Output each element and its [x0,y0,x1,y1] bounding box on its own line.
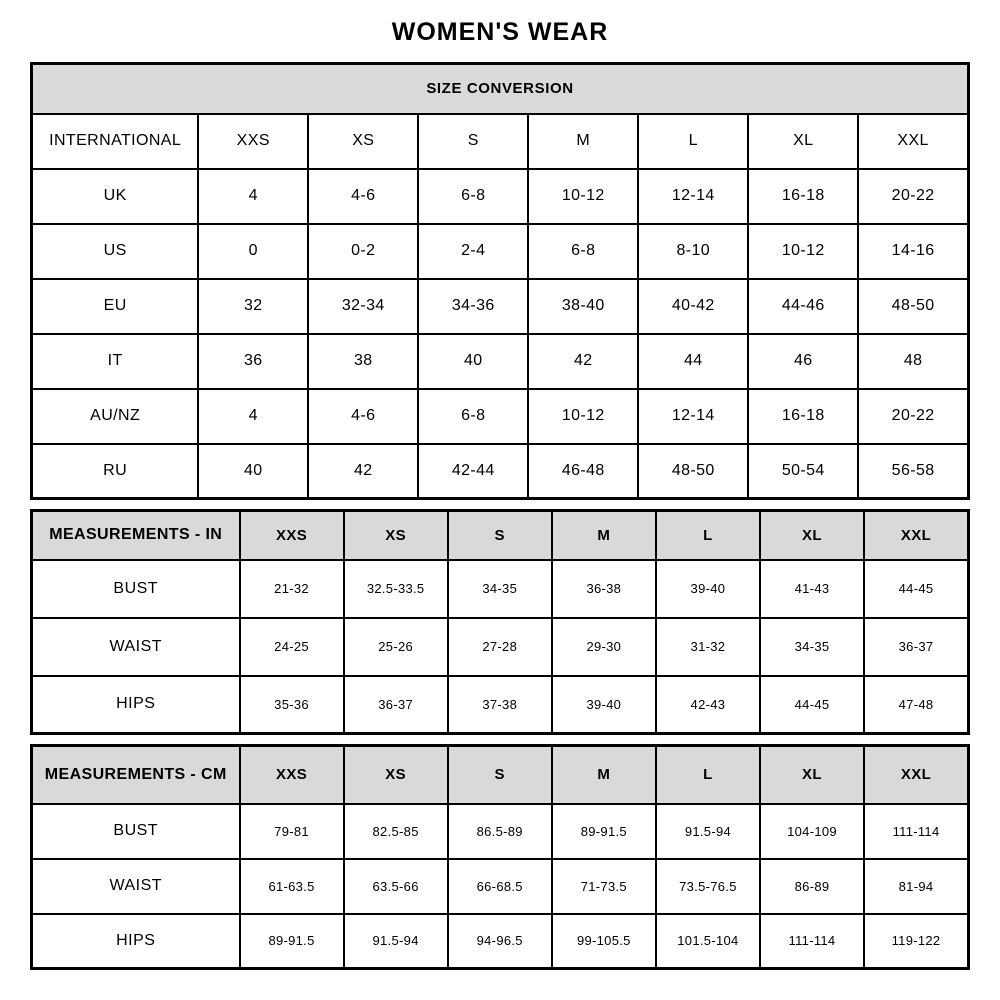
table-banner-row [32,64,969,114]
measurement-value-cell: 73.5-76.5 [656,859,760,914]
size-value-cell: 4 [198,169,308,224]
column-header-l: L [656,746,760,804]
measurement-value-cell: 44-45 [760,676,864,734]
table-row-us [32,224,969,279]
measurement-value-cell: 21-32 [240,560,344,618]
size-value-cell: 16-18 [748,389,858,444]
size-value-cell: 48 [858,334,968,389]
measurement-label: HIPS [32,676,240,734]
table-row-eu [32,279,969,334]
table-row-waist [32,859,969,914]
size-value-cell: 0 [198,224,308,279]
size-value-cell: 10-12 [528,169,638,224]
column-header-xl: XL [748,114,858,169]
size-value-cell: 38 [308,334,418,389]
size-value-cell: 10-12 [748,224,858,279]
measurement-value-cell: 91.5-94 [344,914,448,969]
size-value-cell: 48-50 [638,444,748,499]
size-value-cell: 6-8 [528,224,638,279]
region-label: IT [32,334,199,389]
size-value-cell: 44-46 [748,279,858,334]
region-label: UK [32,169,199,224]
measurements-cm-table [30,744,970,970]
size-conversion-table [30,62,970,500]
measurement-label: BUST [32,804,240,859]
measurement-value-cell: 37-38 [448,676,552,734]
measurement-value-cell: 27-28 [448,618,552,676]
column-header-s: S [448,511,552,560]
size-value-cell: 44 [638,334,748,389]
size-value-cell: 42-44 [418,444,528,499]
measurement-value-cell: 25-26 [344,618,448,676]
table-row-bust [32,804,969,859]
size-value-cell: 56-58 [858,444,968,499]
measurement-value-cell: 29-30 [552,618,656,676]
region-label: AU/NZ [32,389,199,444]
table-row-ru [32,444,969,499]
measurement-value-cell: 104-109 [760,804,864,859]
measurement-value-cell: 34-35 [448,560,552,618]
column-header-xl: XL [760,746,864,804]
column-header-xxl: XXL [864,746,968,804]
size-value-cell: 36 [198,334,308,389]
page-title: WOMEN'S WEAR [391,18,609,46]
column-header-m: M [552,746,656,804]
size-value-cell: 0-2 [308,224,418,279]
size-value-cell: 4-6 [308,169,418,224]
size-conversion-banner: SIZE CONVERSION [32,64,969,114]
measurement-value-cell: 24-25 [240,618,344,676]
measurement-value-cell: 34-35 [760,618,864,676]
column-header-xl: XL [760,511,864,560]
measurement-value-cell: 42-43 [656,676,760,734]
table-row-it [32,334,969,389]
column-header-xxl: XXL [864,511,968,560]
measurement-value-cell: 91.5-94 [656,804,760,859]
size-value-cell: 32 [198,279,308,334]
measurement-value-cell: 66-68.5 [448,859,552,914]
size-value-cell: 34-36 [418,279,528,334]
size-value-cell: 42 [308,444,418,499]
size-value-cell: 10-12 [528,389,638,444]
table-row-uk [32,169,969,224]
column-header-xxs: XXS [240,746,344,804]
table-row-hips [32,676,969,734]
measurement-value-cell: 31-32 [656,618,760,676]
size-value-cell: 38-40 [528,279,638,334]
size-value-cell: 40 [198,444,308,499]
measurement-label: BUST [32,560,240,618]
measurement-value-cell: 82.5-85 [344,804,448,859]
column-header-international: INTERNATIONAL [32,114,199,169]
measurements-cm-header-row [32,746,969,804]
column-header-s: S [418,114,528,169]
size-value-cell: 4-6 [308,389,418,444]
size-value-cell: 16-18 [748,169,858,224]
measurement-value-cell: 79-81 [240,804,344,859]
measurement-value-cell: 111-114 [760,914,864,969]
size-header-row [32,114,969,169]
measurement-value-cell: 86.5-89 [448,804,552,859]
measurement-value-cell: 32.5-33.5 [344,560,448,618]
column-header-m: M [552,511,656,560]
measurement-value-cell: 39-40 [656,560,760,618]
measurement-value-cell: 36-37 [864,618,968,676]
column-header-m: M [528,114,638,169]
measurement-value-cell: 39-40 [552,676,656,734]
table-row-waist [32,618,969,676]
size-value-cell: 12-14 [638,389,748,444]
size-value-cell: 40 [418,334,528,389]
size-value-cell: 46-48 [528,444,638,499]
column-header-l: L [638,114,748,169]
size-value-cell: 40-42 [638,279,748,334]
measurement-value-cell: 119-122 [864,914,968,969]
measurement-value-cell: 86-89 [760,859,864,914]
measurement-label: WAIST [32,618,240,676]
measurement-value-cell: 99-105.5 [552,914,656,969]
measurement-label: WAIST [32,859,240,914]
column-header-xxl: XXL [858,114,968,169]
measurement-value-cell: 89-91.5 [552,804,656,859]
measurements-in-table [30,509,970,735]
column-header-xxs: XXS [240,511,344,560]
region-label: RU [32,444,199,499]
size-value-cell: 20-22 [858,389,968,444]
measurement-value-cell: 81-94 [864,859,968,914]
measurement-value-cell: 35-36 [240,676,344,734]
column-header-xxs: XXS [198,114,308,169]
size-value-cell: 12-14 [638,169,748,224]
size-value-cell: 14-16 [858,224,968,279]
measurement-value-cell: 41-43 [760,560,864,618]
column-header-s: S [448,746,552,804]
measurement-value-cell: 47-48 [864,676,968,734]
size-value-cell: 2-4 [418,224,528,279]
table-row-hips [32,914,969,969]
measurements-in-header-row [32,511,969,560]
measurement-value-cell: 89-91.5 [240,914,344,969]
column-header-xs: XS [344,746,448,804]
size-value-cell: 6-8 [418,169,528,224]
measurement-value-cell: 44-45 [864,560,968,618]
measurement-value-cell: 111-114 [864,804,968,859]
measurement-label: HIPS [32,914,240,969]
size-value-cell: 4 [198,389,308,444]
size-value-cell: 6-8 [418,389,528,444]
measurement-value-cell: 71-73.5 [552,859,656,914]
size-value-cell: 20-22 [858,169,968,224]
table-row-aunz [32,389,969,444]
size-value-cell: 32-34 [308,279,418,334]
measurement-value-cell: 36-37 [344,676,448,734]
measurement-value-cell: 63.5-66 [344,859,448,914]
size-value-cell: 46 [748,334,858,389]
measurement-value-cell: 94-96.5 [448,914,552,969]
measurement-value-cell: 61-63.5 [240,859,344,914]
column-header-l: L [656,511,760,560]
measurement-value-cell: 36-38 [552,560,656,618]
column-header-xs: XS [308,114,418,169]
region-label: EU [32,279,199,334]
table-row-bust [32,560,969,618]
size-value-cell: 50-54 [748,444,858,499]
size-value-cell: 48-50 [858,279,968,334]
measurement-value-cell: 101.5-104 [656,914,760,969]
measurements-cm-title: MEASUREMENTS - CM [32,746,240,804]
region-label: US [32,224,199,279]
size-value-cell: 42 [528,334,638,389]
size-value-cell: 8-10 [638,224,748,279]
measurements-in-title: MEASUREMENTS - IN [32,511,240,560]
column-header-xs: XS [344,511,448,560]
